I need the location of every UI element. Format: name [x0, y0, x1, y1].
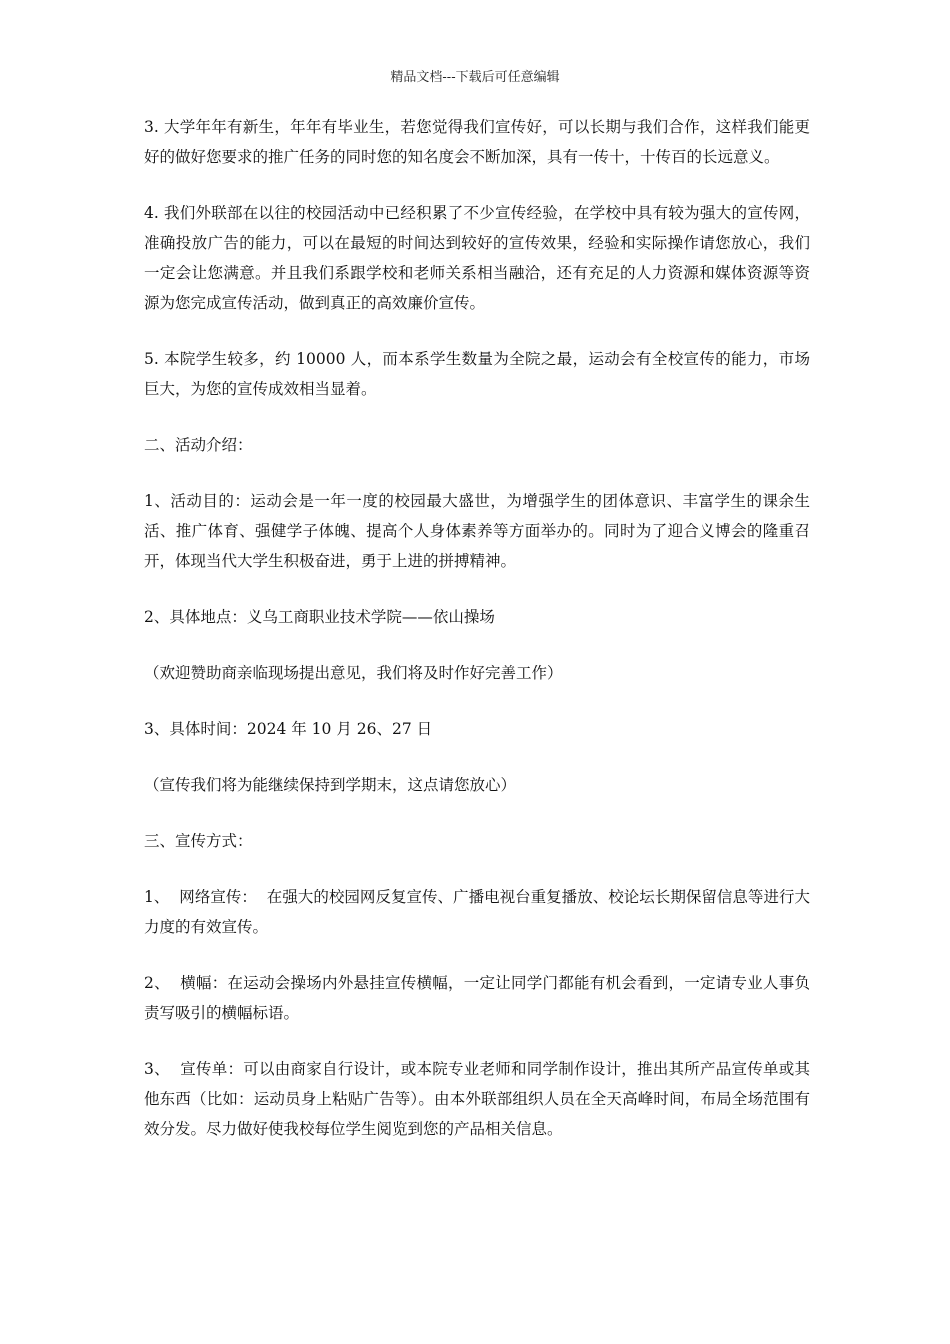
paragraph-activity-purpose: 1、活动目的：运动会是一年一度的校园最大盛世，为增强学生的团体意识、丰富学生的课余生活、推广体育、强健学子体魄、提高个人身体素养等方面举办的。同时为了迎合义博会的隆重召开，体现当代大学生积极奋进，勇于上进的拼搏精神。 — [144, 492, 810, 570]
paragraph-advantage-4: 4. 我们外联部在以往的校园活动中已经积累了不少宣传经验，在学校中具有较为强大的宣传网，准确投放广告的能力，可以在最短的时间达到较好的宣传效果，经验和实际操作请您放心，我们一定会让您满意。并且我们系跟学校和老师关系相当融洽，还有充足的人力资源和媒体资源等资源为您完成宣传活动，做到真正的高效廉价宣传。 — [144, 204, 810, 312]
paragraph-activity-time: 3、具体时间：2024 年 10 月 26、27 日 — [144, 720, 433, 738]
document-body — [144, 112, 810, 1170]
section-heading-activity: 二、活动介绍： — [144, 436, 253, 454]
note-time: （宣传我们将为能继续保持到学期末，这点请您放心） — [144, 776, 517, 794]
paragraph-promotion-banner: 2、 横幅：在运动会操场内外悬挂宣传横幅，一定让同学门都能有机会看到，一定请专业人事负责写吸引的横幅标语。 — [144, 974, 810, 1022]
section-heading-promotion: 三、宣传方式： — [144, 832, 253, 850]
page-header: 精品文档---下载后可任意编辑 — [390, 70, 560, 85]
paragraph-promotion-flyer: 3、 宣传单：可以由商家自行设计，或本院专业老师和同学制作设计，推出其所产品宣传单或其他东西（比如：运动员身上粘贴广告等）。由本外联部组织人员在全天高峰时间，布局全场范围有效分发。尽力做好使我校每位学生阅览到您的产品相关信息。 — [144, 1060, 810, 1138]
paragraph-promotion-online: 1、 网络宣传： 在强大的校园网反复宣传、广播电视台重复播放、校论坛长期保留信息等进行大力度的有效宣传。 — [144, 888, 810, 936]
paragraph-advantage-3: 3. 大学年年有新生，年年有毕业生，若您觉得我们宣传好，可以长期与我们合作，这样我们能更好的做好您要求的推广任务的同时您的知名度会不断加深，具有一传十，十传百的长远意义。 — [144, 118, 810, 166]
note-location: （欢迎赞助商亲临现场提出意见，我们将及时作好完善工作） — [144, 664, 563, 682]
paragraph-activity-location: 2、具体地点：义乌工商职业技术学院——依山操场 — [144, 608, 495, 626]
paragraph-advantage-5: 5. 本院学生较多，约 10000 人，而本系学生数量为全院之最，运动会有全校宣传的能力，市场巨大，为您的宣传成效相当显着。 — [144, 350, 810, 398]
